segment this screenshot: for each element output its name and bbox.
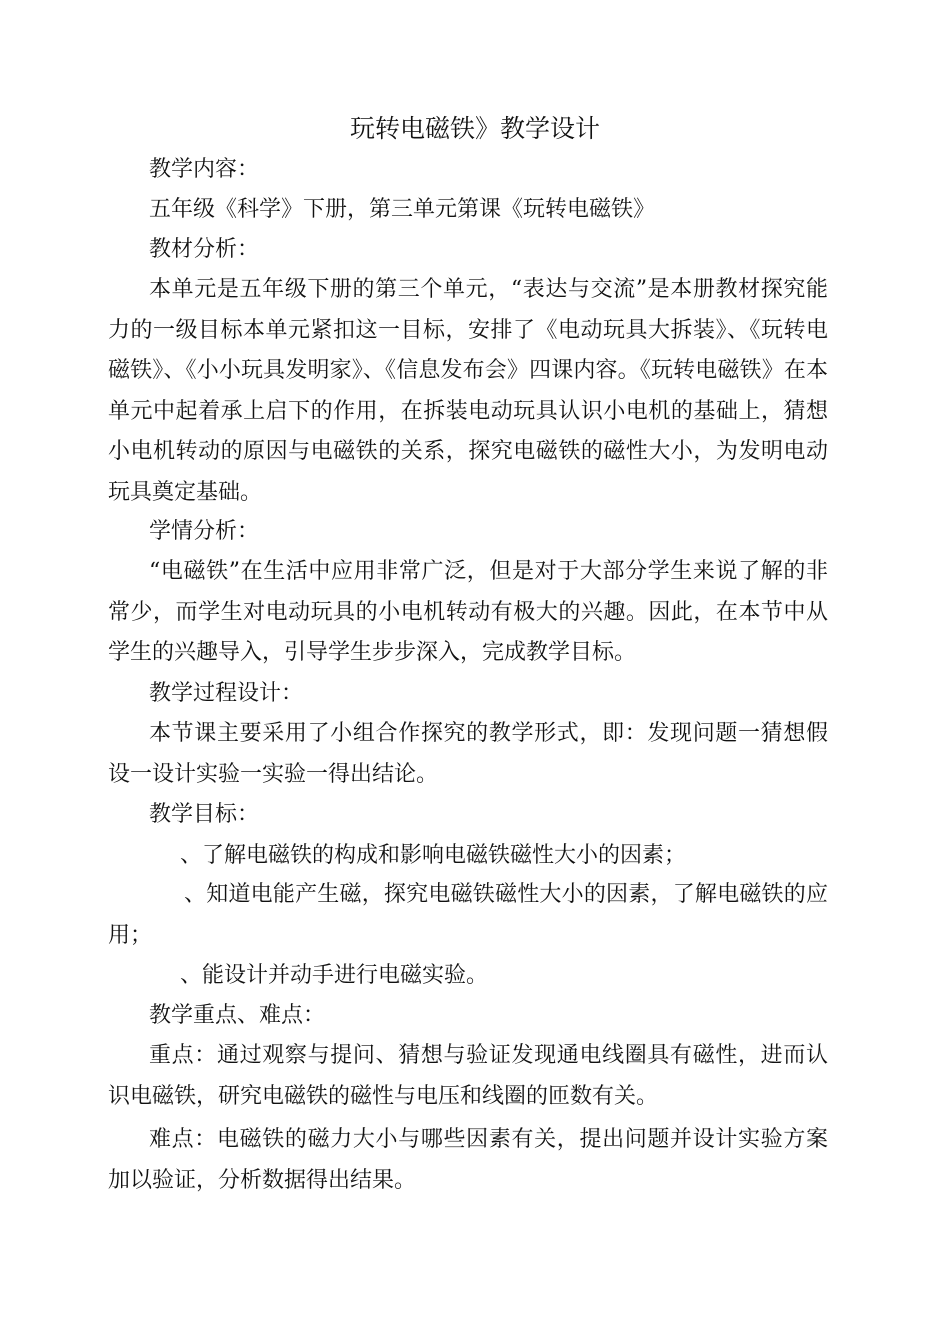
goal-item-2: 、知道电能产生磁，探究电磁铁磁性大小的因素，了解电磁铁的应用； <box>108 882 828 948</box>
goal-item-1: 、了解电磁铁的构成和影响电磁铁磁性大小的因素； <box>180 843 687 868</box>
content-heading: 教学内容： <box>149 157 260 182</box>
process-heading: 教学过程设计： <box>149 681 304 706</box>
students-heading: 学情分析： <box>149 519 260 544</box>
students-paragraph: “电磁铁”在生活中应用非常广泛，但是对于大部分学生来说了解的非常少，而学生对电动玩具的小电机转动有极大的兴趣。因此，在本节中从学生的兴趣导入，引导学生步步深入，完成教学目标。 <box>108 559 828 665</box>
difficult-point-paragraph: 难点：电磁铁的磁力大小与哪些因素有关，提出问题并设计实验方案加以验证，分析数据得出结果。 <box>108 1127 828 1193</box>
goals-heading: 教学目标： <box>149 802 260 827</box>
process-paragraph: 本节课主要采用了小组合作探究的教学形式，即：发现问题一猜想假设一设计实验一实验一得出结论。 <box>108 721 828 787</box>
document-title: 玩转电磁铁》教学设计 <box>349 114 600 143</box>
content-text: 五年级《科学》下册，第三单元第课《玩转电磁铁》 <box>149 197 656 222</box>
key-point-paragraph: 重点：通过观察与提问、猜想与验证发现通电线圈具有磁性，进而认识电磁铁，研究电磁铁的磁性与电压和线圈的匝数有关。 <box>108 1043 828 1109</box>
goal-item-3: 、能设计并动手进行电磁实验。 <box>180 963 489 988</box>
keypoints-heading: 教学重点、难点： <box>149 1003 326 1028</box>
material-paragraph: 本单元是五年级下册的第三个单元，“表达与交流”是本册教材探究能力的一级目标本单元紧扣这一目标，安排了《电动玩具大拆装》、《玩转电磁铁》、《小小玩具发明家》、《信息发布会》四课内容。《玩转电磁铁》在本单元中起着承上启下的作用，在拆装电动玩具认识小电机的基础上，猜想小电机转动的原因与电磁铁的关系，探究电磁铁的磁性大小，为发明电动玩具奠定基础。 <box>108 277 828 505</box>
material-heading: 教材分析： <box>149 237 260 262</box>
